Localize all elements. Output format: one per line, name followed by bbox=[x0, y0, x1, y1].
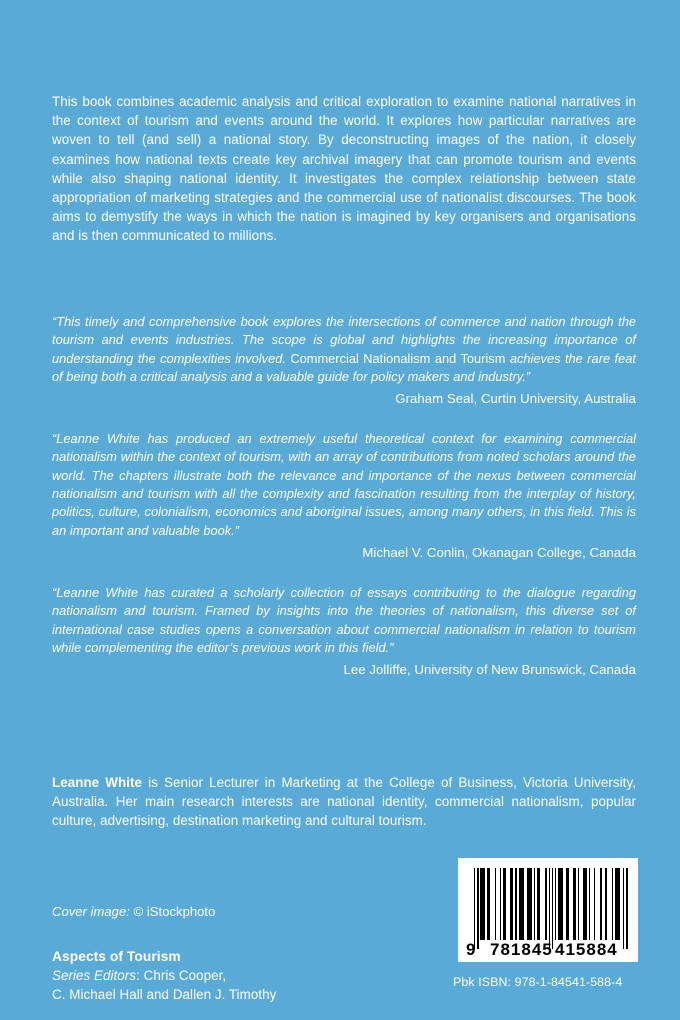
quote-segment-1: “Leanne White has curated a scholarly collection of essays contributing to the dialogue regarding nationalism and tourism. Framed by insights into the theories of nationalism, this diverse set of international case studies opens a conversation about commercial nationalism in relation to tourism while complementing the editor’s previous work in this field.” bbox=[52, 584, 636, 655]
barcode-digit-group-2: 781845 bbox=[490, 940, 553, 959]
isbn-barcode bbox=[458, 858, 638, 962]
endorsement-quote bbox=[52, 430, 636, 540]
cover-image-source: © iStockphoto bbox=[129, 904, 216, 919]
author-bio-text: is Senior Lecturer in Marketing at the College of Business, Victoria University, Australia. Her main research interests are national identity, commercial nationalism, popular culture, advertising, destination marketing and cultural tourism. bbox=[52, 775, 636, 829]
barcode-digit-group-3: 415884 bbox=[555, 940, 618, 959]
series-editors-line-1 bbox=[52, 966, 432, 985]
endorsement-2 bbox=[52, 430, 636, 562]
barcode-bars bbox=[474, 868, 628, 940]
endorsement-attribution: Michael V. Conlin, Okanagan College, Canada bbox=[362, 544, 636, 560]
barcode-digit-group-1: 9 bbox=[466, 940, 477, 959]
barcode-digits bbox=[458, 940, 638, 960]
endorsement-quote bbox=[52, 584, 636, 657]
endorsement-1 bbox=[52, 313, 636, 408]
quote-segment-1: “This timely and comprehensive book explores the intersections of commerce and nation through the tourism and events industries. The scope is global and highlights the increasing importance of understanding the complexities involved. bbox=[52, 314, 636, 366]
endorsement-attribution: Lee Jolliffe, University of New Brunswick, Canada bbox=[343, 662, 636, 678]
series-editors-label: Series Editors bbox=[52, 968, 137, 983]
quote-book-title: Commercial Nationalism and Tourism bbox=[290, 350, 506, 366]
book-description: This book combines academic analysis and critical exploration to examine national narratives in the context of tourism and events around the world. It explores how particular narratives are woven to tell (and sell) a national story. By deconstructing images of the nation, it closely examines how national texts create key archival imagery that can promote tourism and events while also shaping national identity. It investigates the complex relationship between state appropriation of marketing strategies and the commercial use of nationalist discourses. The book aims to demystify the ways in which the nation is imagined by key organisers and organisations and is then communicated to millions. bbox=[52, 94, 636, 244]
series-editors-names-1: : Chris Cooper, bbox=[136, 968, 227, 983]
series-title: Aspects of Tourism bbox=[52, 949, 181, 964]
isbn-text: Pbk ISBN: 978-1-84541-588-4 bbox=[453, 975, 623, 989]
endorsements-section bbox=[52, 313, 636, 679]
cover-image-credit bbox=[52, 903, 432, 921]
quote-segment-1: “Leanne White has produced an extremely useful theoretical context for examining commercial nationalism within the context of tourism, with an array of contributions from noted scholars around the world. The chapters illustrate both the relevance and importance of the nexus between commercial nationalism and tourism with all the complexity and fascination resulting from the interplay of history, politics, culture, colonialism, economics and aboriginal issues, among many others, in this field. This is an important and valuable book.” bbox=[52, 431, 636, 538]
author-name: Leanne White bbox=[52, 775, 142, 790]
series-editors-line-2: C. Michael Hall and Dallen J. Timothy bbox=[52, 987, 277, 1002]
endorsement-3 bbox=[52, 584, 636, 679]
endorsement-attribution: Graham Seal, Curtin University, Australia bbox=[395, 391, 636, 407]
footer-left bbox=[52, 903, 432, 1004]
series-info bbox=[52, 947, 432, 1004]
cover-image-label: Cover image: bbox=[52, 904, 130, 919]
endorsement-quote bbox=[52, 313, 636, 386]
author-bio bbox=[52, 773, 636, 831]
quote-segment-2: achieves the rare feat of being both a critical analysis and a valuable guide for policy makers and industry.” bbox=[52, 350, 636, 384]
